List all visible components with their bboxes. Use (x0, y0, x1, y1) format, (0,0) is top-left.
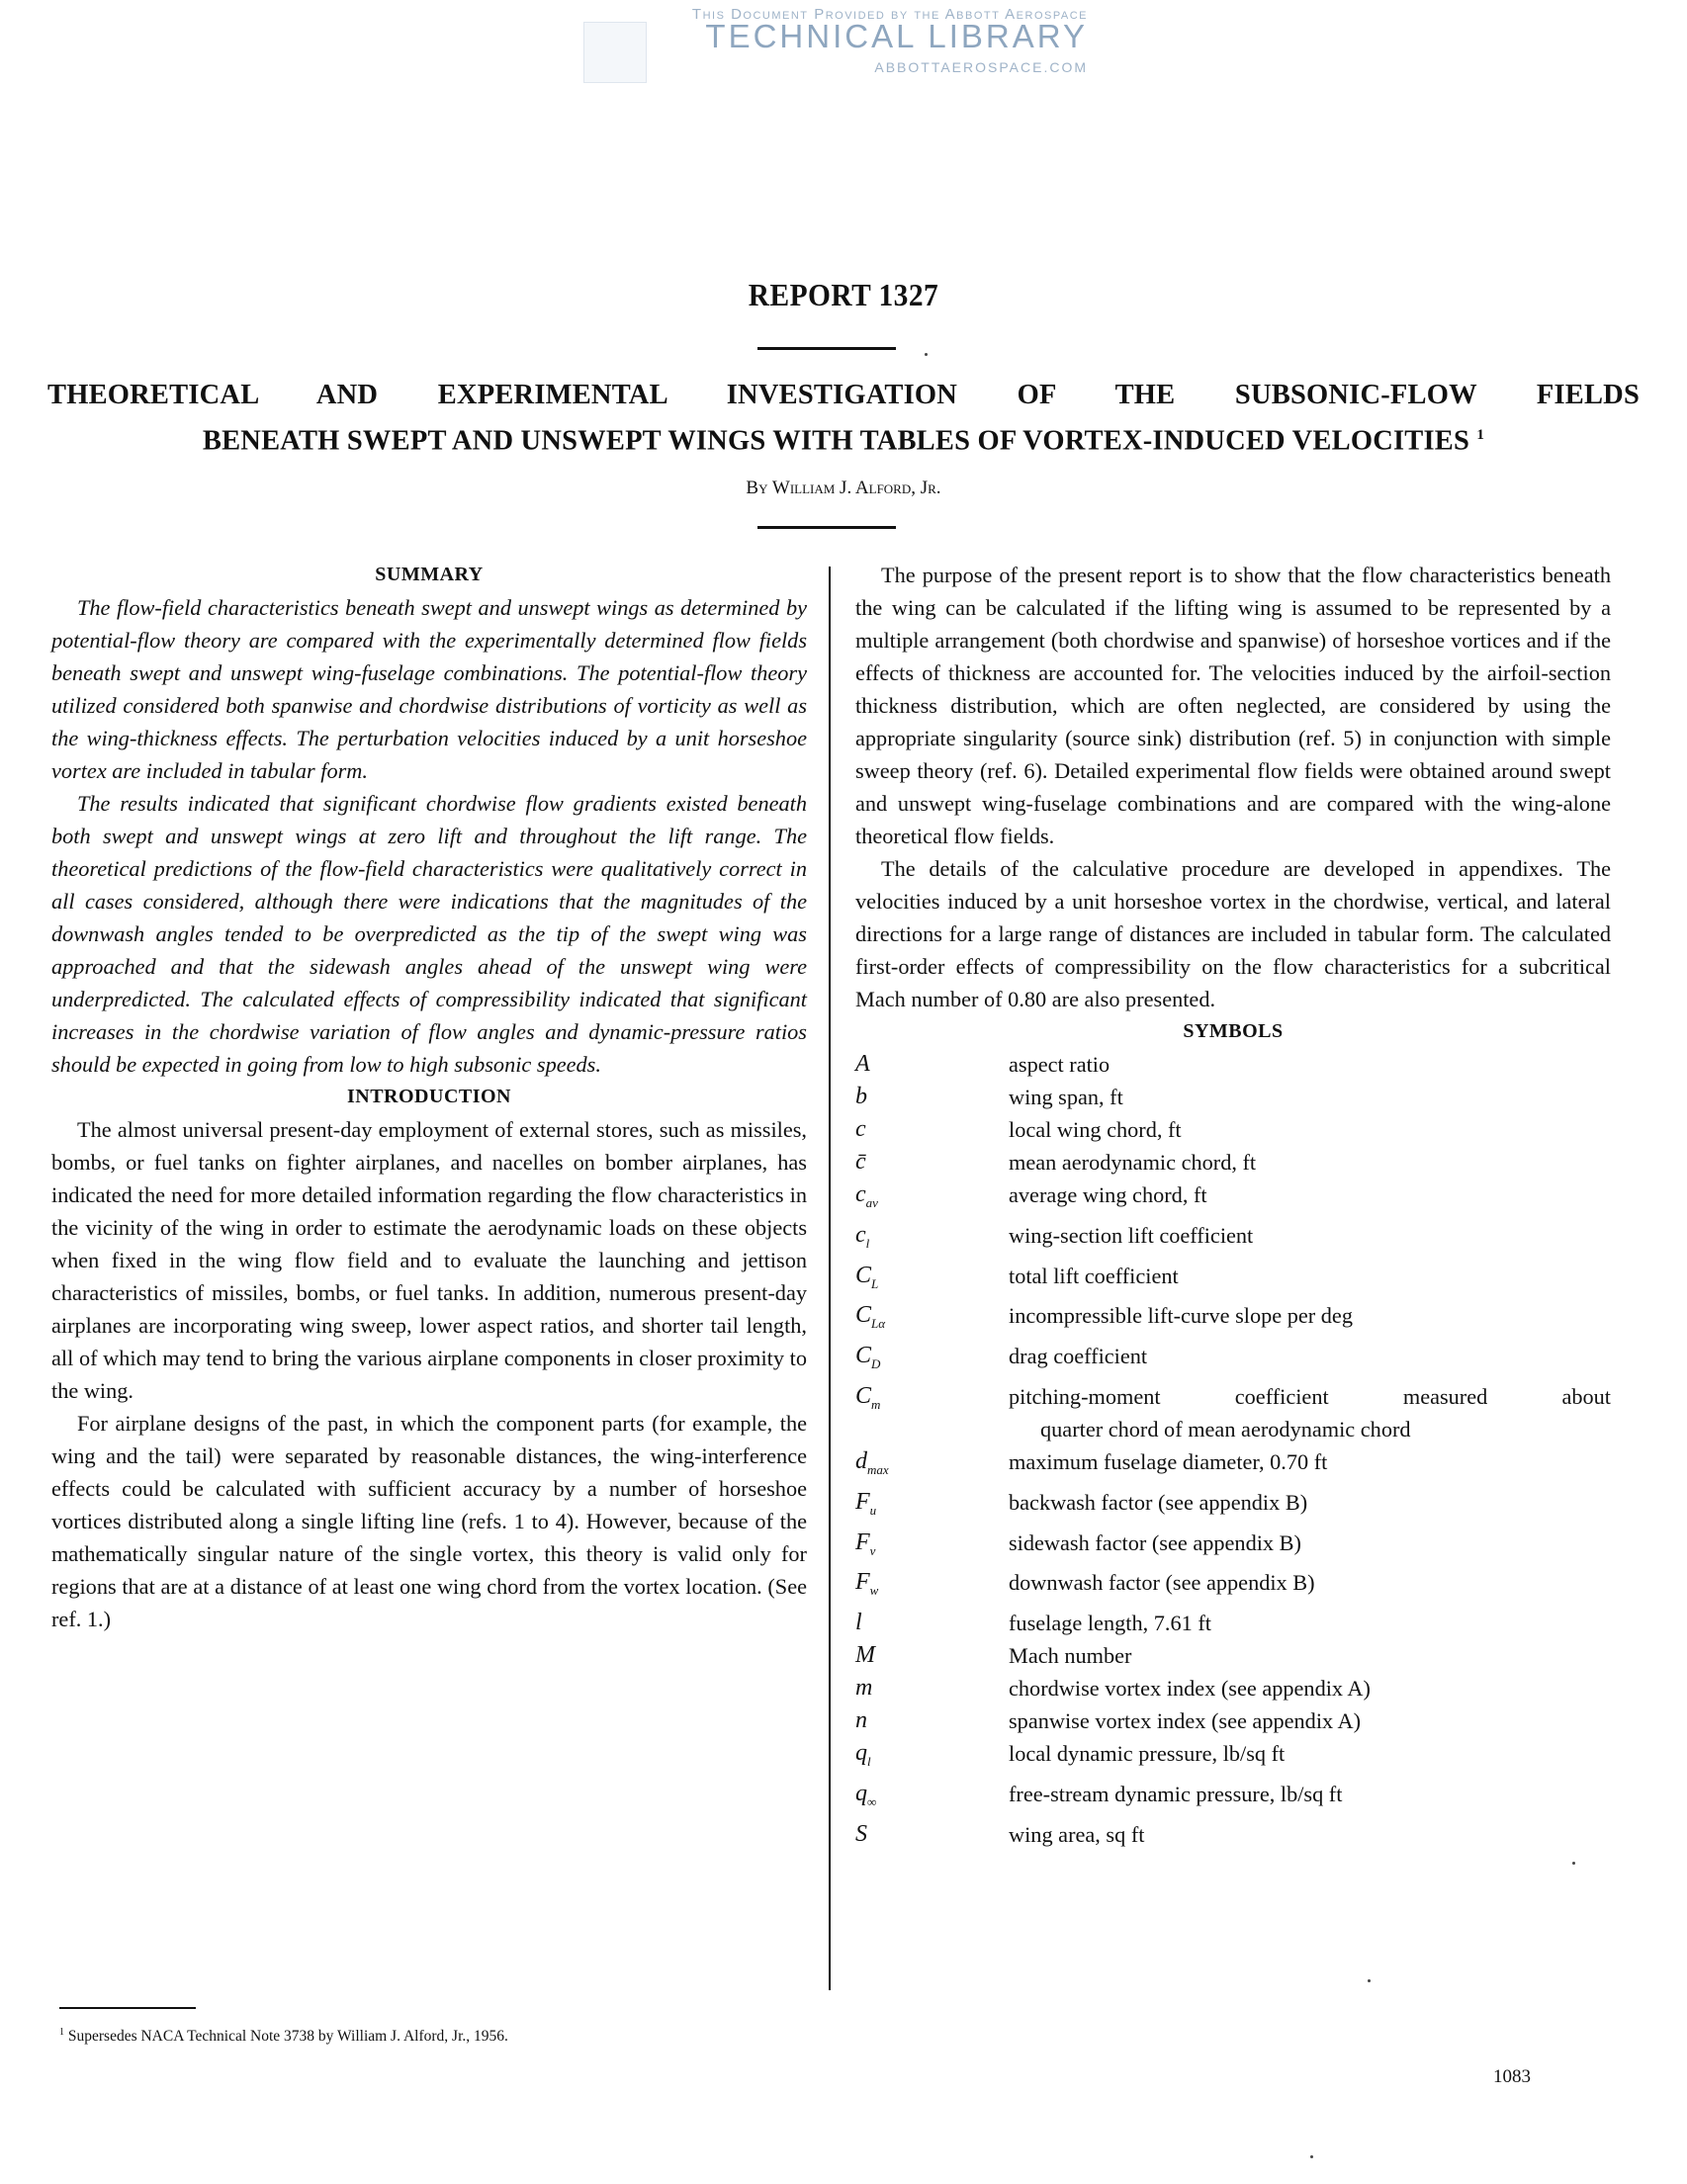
symbol-definition (1009, 1818, 1611, 1851)
symbol-base: c (855, 1221, 866, 1248)
symbol-definition (1009, 1639, 1611, 1672)
symbol-definition (1009, 1672, 1611, 1704)
symbol-definition (1009, 1048, 1611, 1081)
symbol-base: A (855, 1051, 870, 1077)
symbol-base: q (855, 1780, 867, 1806)
symbol-definition-text: Mach number (1009, 1643, 1132, 1669)
symbol-definition (1009, 1445, 1611, 1486)
symbol-row (855, 1260, 1611, 1300)
symbol (855, 1527, 1009, 1567)
introduction-paragraph: For airplane designs of the past, in which the component parts (for example, the wing and the tail) were separated by reasonable distances, the wing-interference effects could be calculated with sufficient accuracy by a number of horseshoe vortices distributed along a single lifting line (refs. 1 to 4). However, because of the mathematically singular nature of the single vortex, this theory is valid only for regions that are at a distance of at least one wing chord from the vortex location. (See ref. 1.) (51, 1411, 807, 1631)
symbol-base: C (855, 1343, 872, 1369)
symbol-definition-text: average wing chord, ft (1009, 1182, 1207, 1207)
symbol-base: n (855, 1707, 867, 1734)
symbol-definition (1009, 1081, 1611, 1113)
symbols-section (855, 1015, 1611, 1851)
symbol-definition (1009, 1260, 1611, 1300)
symbol (855, 1113, 1009, 1146)
symbol-definition-text: wing span, ft (1009, 1085, 1123, 1109)
symbol-definition-text: pitching-moment coefficient measured about (1009, 1383, 1611, 1409)
footnote-mark: 1 (59, 2027, 64, 2038)
symbol-definition (1009, 1607, 1611, 1639)
symbol-row (855, 1818, 1611, 1851)
symbol-base: F (855, 1529, 870, 1555)
footnote-text: Supersedes NACA Technical Note 3738 by William J. Alford, Jr., 1956. (67, 2028, 508, 2046)
symbol-definition (1009, 1737, 1611, 1778)
symbol-definition (1009, 1527, 1611, 1567)
symbol-list (855, 1048, 1611, 1851)
symbol (855, 1081, 1009, 1113)
symbol-definition-text: local dynamic pressure, lb/sq ft (1009, 1741, 1286, 1767)
symbol-row (855, 1179, 1611, 1219)
print-speck (1310, 2155, 1313, 2158)
symbol-row (855, 1527, 1611, 1567)
title-line-2-text: BENEATH SWEPT AND UNSWEPT WINGS WITH TABLES OF VORTEX-INDUCED VELOCITIES (202, 425, 1470, 457)
symbol-definition-text: total lift coefficient (1009, 1263, 1179, 1288)
symbol-row (855, 1639, 1611, 1672)
symbol-base: M (855, 1642, 875, 1669)
symbol (855, 1340, 1009, 1380)
symbol-subscript: u (869, 1502, 877, 1518)
symbol-definition-text: downwash factor (see appendix B) (1009, 1570, 1315, 1596)
symbol-definition (1009, 1486, 1611, 1527)
symbol-definition-text: mean aerodynamic chord, ft (1009, 1150, 1257, 1175)
symbol (855, 1566, 1009, 1607)
watermark-book-graphic (583, 22, 647, 83)
summary-section (51, 559, 807, 1081)
symbol-row (855, 1081, 1611, 1113)
symbol (855, 1179, 1009, 1219)
symbol-row (855, 1048, 1611, 1081)
symbol-row (855, 1486, 1611, 1527)
summary-heading: SUMMARY (375, 564, 484, 585)
symbol-subscript: Lα (871, 1316, 886, 1332)
symbol-row (855, 1704, 1611, 1737)
print-speck (1572, 1862, 1575, 1865)
symbol-base: l (855, 1610, 862, 1636)
symbol-definition-text: incompressible lift-curve slope per deg (1009, 1303, 1353, 1329)
symbol-row (855, 1672, 1611, 1704)
symbol-definition (1009, 1113, 1611, 1146)
symbol-base: c (855, 1116, 866, 1142)
symbol (855, 1486, 1009, 1527)
symbol-definition-text: backwash factor (see appendix B) (1009, 1489, 1308, 1515)
symbol-subscript: l (865, 1235, 870, 1251)
symbol (855, 1299, 1009, 1340)
symbol-definition (1009, 1146, 1611, 1179)
watermark-logo (564, 2, 1117, 81)
symbol (855, 1737, 1009, 1778)
introduction-heading: INTRODUCTION (346, 1086, 512, 1107)
symbol-base: C (855, 1382, 872, 1409)
left-column (51, 559, 807, 1635)
symbol-base: F (855, 1488, 870, 1515)
symbol-definition-text: free-stream dynamic pressure, lb/sq ft (1009, 1781, 1343, 1806)
symbol-subscript: v (869, 1542, 876, 1558)
symbol-row (855, 1113, 1611, 1146)
symbol-base: S (855, 1820, 867, 1847)
introduction-paragraph: The purpose of the present report is to show that the flow characteristics beneath the wing can be calculated if the lifting wing is assumed to be represented by a multiple arrangement (both chordwise and spanwise) of horseshoe vortices and if the effects of thickness are accounted for. The velocities induced by the airfoil-section thickness distribution, which are often neglected, are considered by using the appropriate singularity (source sink) distribution (ref. 5) in conjunction with simple sweep theory (ref. 6). Detailed experimental flow fields were obtained around swept and unswept wing-fuselage combinations and are compared with the wing-alone theoretical flow fields. (855, 563, 1611, 848)
symbol-definition-text: local wing chord, ft (1009, 1117, 1182, 1142)
symbol (855, 1260, 1009, 1300)
symbol-definition-text: maximum fuselage diameter, 0.70 ft (1009, 1448, 1328, 1474)
symbol (855, 1219, 1009, 1260)
symbol-base: c (855, 1181, 866, 1207)
report-number: REPORT 1327 (748, 277, 939, 312)
summary-paragraph: The flow-field characteristics beneath swept and unswept wings as determined by potential-flow theory are compared with the experimentally determined flow fields beneath swept and unswept wing-fuselage combinations. The potential-flow theory utilized considered both spanwise and chordwise distributions of vorticity as well as the wing-thickness effects. The perturbation velocities induced by a unit horseshoe vortex are included in tabular form. (51, 595, 807, 783)
header-divider (757, 347, 896, 350)
symbol-row (855, 1445, 1611, 1486)
symbol-row (855, 1778, 1611, 1818)
symbol-definition (1009, 1566, 1611, 1607)
symbol-row (855, 1566, 1611, 1607)
symbol-definition (1009, 1340, 1611, 1380)
symbol-definition-continuation: quarter chord of mean aerodynamic chord (1040, 1416, 1411, 1441)
introduction-section (51, 1081, 807, 1635)
author-byline: By William J. Alford, Jr. (746, 478, 941, 498)
introduction-paragraph: The details of the calculative procedure are developed in appendixes. The velocities induced by a unit horseshoe vortex in the chordwise, vertical, and lateral directions for a large range of distances are included in tabular form. The calculated first-order effects of compressibility on the flow characteristics for a subcritical Mach number of 0.80 are also presented. (855, 856, 1611, 1011)
symbol-base: m (855, 1675, 873, 1702)
symbol-base: q (855, 1740, 867, 1767)
page-number: 1083 (1493, 2066, 1531, 2087)
symbol-subscript: m (871, 1396, 881, 1412)
symbol-definition (1009, 1299, 1611, 1340)
symbol (855, 1818, 1009, 1851)
symbol-base: C (855, 1262, 872, 1288)
watermark-line-2: TECHNICAL LIBRARY (705, 18, 1088, 54)
symbol (855, 1704, 1009, 1737)
symbol-base: d (855, 1447, 867, 1474)
symbol-row (855, 1737, 1611, 1778)
footnote (59, 2027, 508, 2046)
symbol-base: c̄ (855, 1149, 866, 1175)
symbol (855, 1048, 1009, 1081)
paper-title (47, 376, 1640, 462)
symbol-row (855, 1146, 1611, 1179)
symbol-row (855, 1219, 1611, 1260)
symbols-heading: SYMBOLS (1183, 1020, 1284, 1042)
symbol-definition (1009, 1704, 1611, 1737)
watermark-line-1: This Document Provided by the Abbott Aerospace (691, 6, 1088, 23)
title-line-1: THEORETICAL AND EXPERIMENTAL INVESTIGATION OF THE SUBSONIC-FLOW FIELDS (47, 380, 1640, 410)
symbol-row (855, 1299, 1611, 1340)
symbol (855, 1778, 1009, 1818)
symbol-definition-text: fuselage length, 7.61 ft (1009, 1611, 1211, 1636)
symbol-row (855, 1607, 1611, 1639)
symbol (855, 1146, 1009, 1179)
symbol (855, 1445, 1009, 1486)
summary-paragraph: The results indicated that significant chordwise flow gradients existed beneath both swept and unswept wings at zero lift and throughout the lift range. The theoretical predictions of the flow-field characteristics were qualitatively correct in all cases considered, although there were indications that the magnitudes of the downwash angles tended to be overpredicted as the tip of the swept wing was approached and that the sidewash angles ahead of the unswept wing were underpredicted. The calculated effects of compressibility indicated that significant increases in the chordwise variation of flow angles and dynamic-pressure ratios should be expected in going from low to high subsonic speeds. (51, 791, 807, 1077)
symbol (855, 1639, 1009, 1672)
print-speck (925, 353, 928, 356)
symbol-definition (1009, 1380, 1611, 1445)
symbol-row (855, 1340, 1611, 1380)
symbol-subscript: D (871, 1355, 881, 1371)
symbol-definition (1009, 1778, 1611, 1818)
footnote-divider (59, 2007, 196, 2009)
symbol-row (855, 1380, 1611, 1445)
symbol-subscript: av (865, 1194, 878, 1210)
introduction-paragraph: The almost universal present-day employment of external stores, such as missiles, bombs, or fuel tanks on fighter airplanes, and nacelles on bomber airplanes, has indicated the need for more detailed information regarding the flow characteristics in the vicinity of the wing in order to estimate the aerodynamic loads on these objects when fixed in the wing flow field and to evaluate the launching and jettison characteristics of missiles, bombs, or fuel tanks. In addition, numerous present-day airplanes are incorporating wing sweep, lower aspect ratios, and shorter tail length, all of which may tend to bring the various airplane components in closer proximity to the wing. (51, 1117, 807, 1403)
symbol-definition-text: drag coefficient (1009, 1344, 1148, 1369)
byline-divider (757, 526, 896, 529)
title-line-2 (47, 415, 1640, 462)
symbol-subscript: ∞ (867, 1793, 877, 1809)
symbol-definition (1009, 1179, 1611, 1219)
right-column (855, 559, 1611, 1851)
watermark-line-3: ABBOTTAEROSPACE.COM (874, 59, 1088, 75)
symbol-subscript: l (867, 1753, 871, 1769)
title-footnote-mark: 1 (1476, 427, 1485, 443)
symbol-base: C (855, 1302, 872, 1329)
symbol-definition-text: chordwise vortex index (see appendix A) (1009, 1676, 1371, 1702)
symbol-base: b (855, 1084, 867, 1109)
symbol-definition-text: aspect ratio (1009, 1052, 1110, 1077)
symbol (855, 1607, 1009, 1639)
symbol-definition-text: sidewash factor (see appendix B) (1009, 1529, 1301, 1555)
symbol-definition (1009, 1219, 1611, 1260)
symbol (855, 1380, 1009, 1445)
symbol-definition-text: wing-section lift coefficient (1009, 1222, 1254, 1248)
symbol-base: F (855, 1569, 870, 1596)
print-speck (1368, 1979, 1371, 1982)
column-divider (829, 567, 831, 1990)
symbol-subscript: max (867, 1461, 889, 1477)
symbol (855, 1672, 1009, 1704)
symbol-subscript: L (871, 1275, 879, 1291)
symbol-definition-text: spanwise vortex index (see appendix A) (1009, 1708, 1362, 1734)
symbol-definition-text: wing area, sq ft (1009, 1821, 1145, 1847)
symbol-subscript: w (869, 1583, 879, 1599)
